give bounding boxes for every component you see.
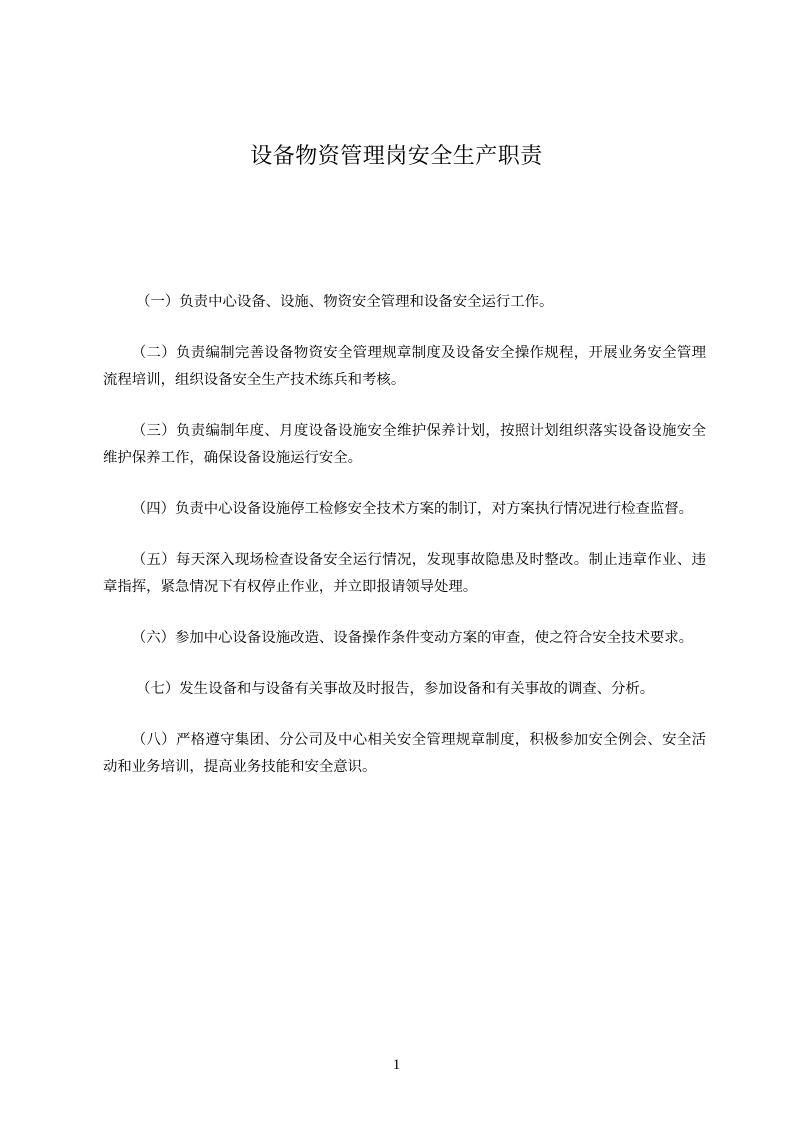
responsibility-item-4: （四）负责中心设备设施停工检修安全技术方案的制订，对方案执行情况进行检查监督。 — [131, 501, 694, 517]
responsibilities-list — [103, 289, 706, 805]
responsibility-item-2: （二）负责编制完善设备物资安全管理规章制度及设备安全操作规程，开展业务安全管理流程培训，组织设备安全生产技术练兵和考核。 — [103, 345, 706, 388]
responsibility-item-1: （一）负责中心设备、设施、物资安全管理和设备安全运行工作。 — [136, 294, 554, 310]
responsibility-item-8: （八）严格遵守集团、分公司及中心相关安全管理规章制度，积极参加安全例会、安全活动和业务培训，提高业务技能和安全意识。 — [103, 732, 706, 775]
document-title: 设备物资管理岗安全生产职责 — [250, 144, 543, 169]
responsibility-item-7: （七）发生设备和与设备有关事故及时报告，参加设备和有关事故的调查、分析。 — [136, 681, 655, 697]
responsibility-item-5: （五）每天深入现场检查设备安全运行情况，发现事故隐患及时整改。制止违章作业、违章指挥，紧急情况下有权停止作业，并立即报请领导处理。 — [103, 552, 706, 595]
responsibility-item-6: （六）参加中心设备设施改造、设备操作条件变动方案的审查，使之符合安全技术要求。 — [131, 630, 694, 646]
responsibility-item-3: （三）负责编制年度、月度设备设施安全维护保养计划，按照计划组织落实设备设施安全维护保养工作，确保设备设施运行安全。 — [103, 423, 706, 466]
page-number: 1 — [392, 1057, 401, 1073]
